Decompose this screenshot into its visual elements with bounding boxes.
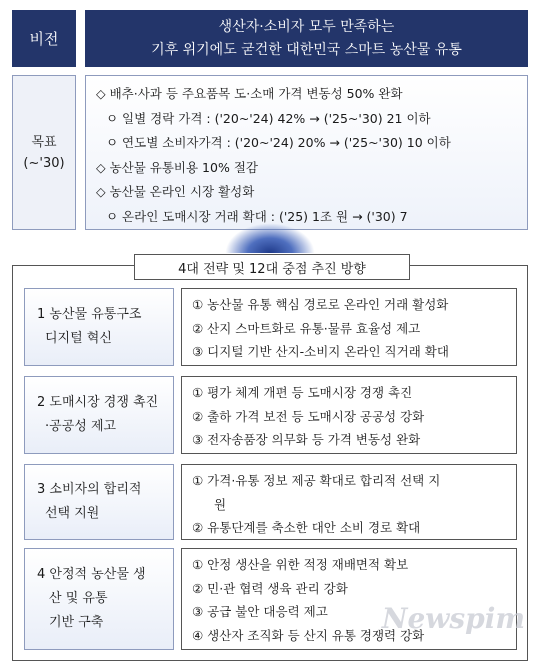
strategy-4-label xyxy=(24,548,174,650)
goal-label xyxy=(12,75,76,230)
strategy-point: ② 출하 가격 보전 등 도매시장 공공성 강화 xyxy=(192,408,425,424)
strategy-point: ④ 생산자 조직화 등 산지 유통 경쟁력 강화 xyxy=(192,627,425,643)
strategy-label-line: 선택 지원 xyxy=(45,506,100,521)
watermark-logo: Newspim xyxy=(381,602,525,635)
goal-label-text: 목표 xyxy=(31,134,57,150)
strategy-1-points xyxy=(181,288,517,366)
goal-subitem: ㅇ 온라인 도매시장 거래 확대 : ('25) 1조 원 → ('30) 7 xyxy=(106,208,408,224)
strategy-point: ③ 전자송품장 의무화 등 가격 변동성 완화 xyxy=(192,432,421,447)
strategy-title: 4대 전략 및 12대 중점 추진 방향 xyxy=(134,254,410,280)
strategy-3-label xyxy=(24,464,174,540)
strategy-point-continuation: 원 xyxy=(214,496,227,512)
strategy-label-line: 1 농산물 유통구조 xyxy=(37,307,142,322)
goal-item: ◇ 배추·사과 등 주요품목 도·소매 가격 변동성 50% 완화 xyxy=(96,86,403,101)
strategy-point: ② 산지 스마트화로 유통·물류 효율성 제고 xyxy=(192,320,421,336)
vision-line-1: 생산자·소비자 모두 만족하는 xyxy=(218,18,395,35)
goal-box xyxy=(85,75,528,230)
goal-item: ◇ 농산물 유통비용 10% 절감 xyxy=(96,159,258,175)
strategy-point: ② 민·관 협력 생육 관리 강화 xyxy=(192,580,348,596)
strategy-point: ③ 디지털 기반 산지-소비지 온라인 직거래 확대 xyxy=(192,344,449,359)
strategy-point: ① 가격·유통 정보 제공 확대로 합리적 선택 지 xyxy=(192,473,441,488)
goal-subitem: ㅇ 연도별 소비자가격 : ('20~'24) 20% → ('25~'30) 10 이하 xyxy=(106,135,451,150)
strategy-label-line: 3 소비자의 합리적 xyxy=(37,482,142,497)
strategy-2-points xyxy=(181,376,517,454)
strategy-label-line: 4 안정적 농산물 생 xyxy=(37,567,146,582)
strategy-point: ① 평가 체계 개편 등 도매시장 경쟁 촉진 xyxy=(192,385,413,400)
down-arrow-icon xyxy=(225,223,315,253)
strategy-label-line: 2 도매시장 경쟁 촉진 xyxy=(37,395,159,410)
strategy-point: ① 농산물 유통 핵심 경로로 온라인 거래 활성화 xyxy=(192,297,449,312)
strategy-point: ① 안정 생산을 위한 적정 재배면적 확보 xyxy=(192,557,409,572)
vision-label: 비전 xyxy=(12,10,76,67)
strategy-point: ③ 공급 불안 대응력 제고 xyxy=(192,604,328,619)
strategy-1-label xyxy=(24,288,174,366)
goal-subitem: ㅇ 일별 경락 가격 : ('20~'24) 42% → ('25~'30) 21 이하 xyxy=(106,110,431,126)
vision-statement xyxy=(85,10,528,67)
strategy-label-line: 디지털 혁신 xyxy=(45,331,112,346)
strategy-label-line: 기반 구축 xyxy=(49,615,104,630)
goal-item: ◇ 농산물 온라인 시장 활성화 xyxy=(96,184,255,199)
strategy-label-line: ·공공성 제고 xyxy=(45,419,117,434)
strategy-3-points xyxy=(181,464,517,540)
strategy-label-line: 산 및 유통 xyxy=(49,591,108,606)
vision-line-2: 기후 위기에도 굳건한 대한민국 스마트 농산물 유통 xyxy=(151,41,462,58)
goal-period: (~'30) xyxy=(23,155,65,171)
strategy-point: ② 유통단계를 축소한 대안 소비 경로 확대 xyxy=(192,520,421,535)
strategy-2-label xyxy=(24,376,174,454)
